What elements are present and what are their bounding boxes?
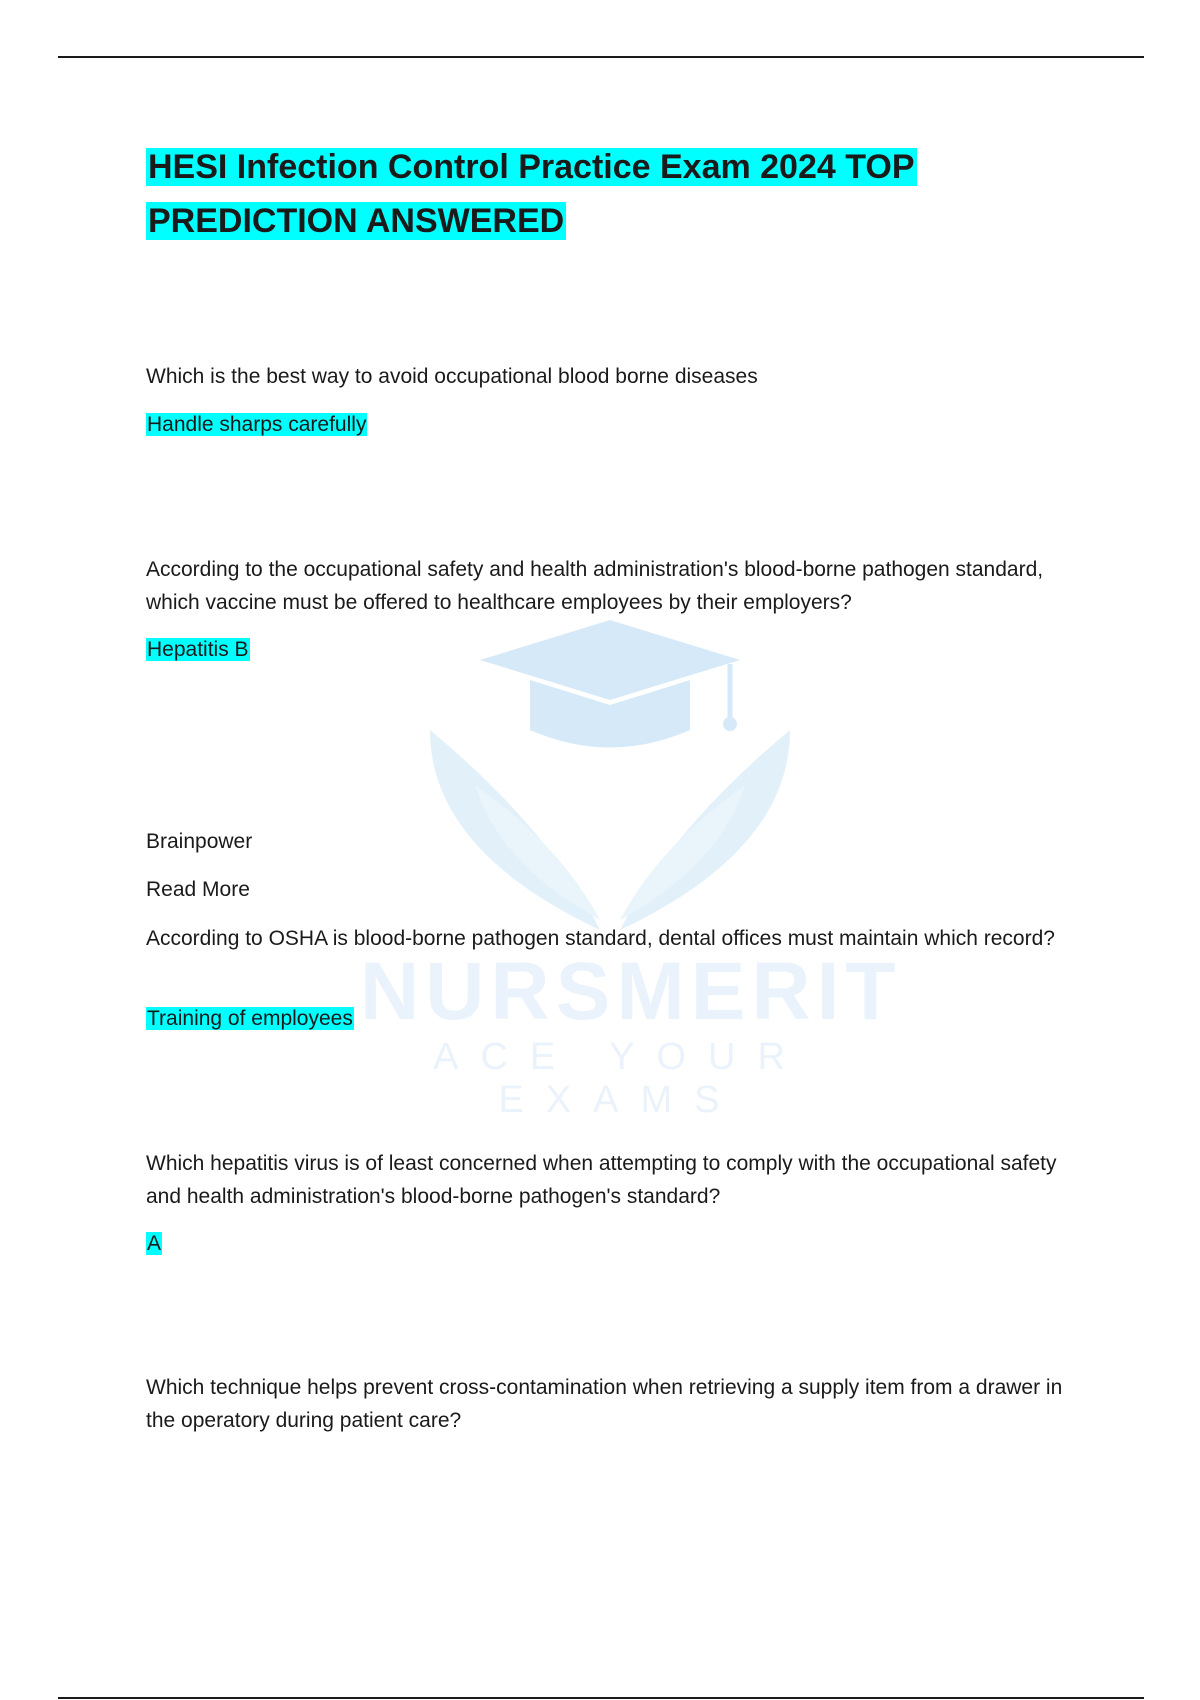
question-2: According to the occupational safety and health administration's blood-borne pathogen standard, which vaccine must be offered to healthcare employees by their employers? <box>146 558 1044 614</box>
question-4: Which hepatitis virus is of least concerned when attempting to comply with the occupational safety and health administration's blood-borne pathogen's standard? <box>146 1152 1057 1208</box>
answer-2: Hepatitis B <box>147 638 249 661</box>
answer-4: A <box>147 1232 162 1255</box>
watermark-name: NURSMERIT <box>360 946 902 1037</box>
bottom-rule <box>58 1697 1144 1699</box>
read-more-link[interactable]: Read More <box>146 878 250 901</box>
answer-1: Handle sharps carefully <box>147 413 367 436</box>
question-5: Which technique helps prevent cross-contamination when retrieving a supply item from a drawer in the operatory during patient care? <box>146 1376 1063 1432</box>
question-3: According to OSHA is blood-borne pathogen standard, dental offices must maintain which record? <box>146 927 1055 950</box>
answer-3: Training of employees <box>147 1007 353 1030</box>
document-title: HESI Infection Control Practice Exam 2024 TOP PREDICTION ANSWERED <box>148 148 915 240</box>
question-1: Which is the best way to avoid occupational blood borne diseases <box>146 365 758 388</box>
top-rule <box>58 56 1144 58</box>
brainpower-label: Brainpower <box>146 830 253 853</box>
watermark-tagline: ACE YOUR EXAMS <box>433 1036 807 1121</box>
